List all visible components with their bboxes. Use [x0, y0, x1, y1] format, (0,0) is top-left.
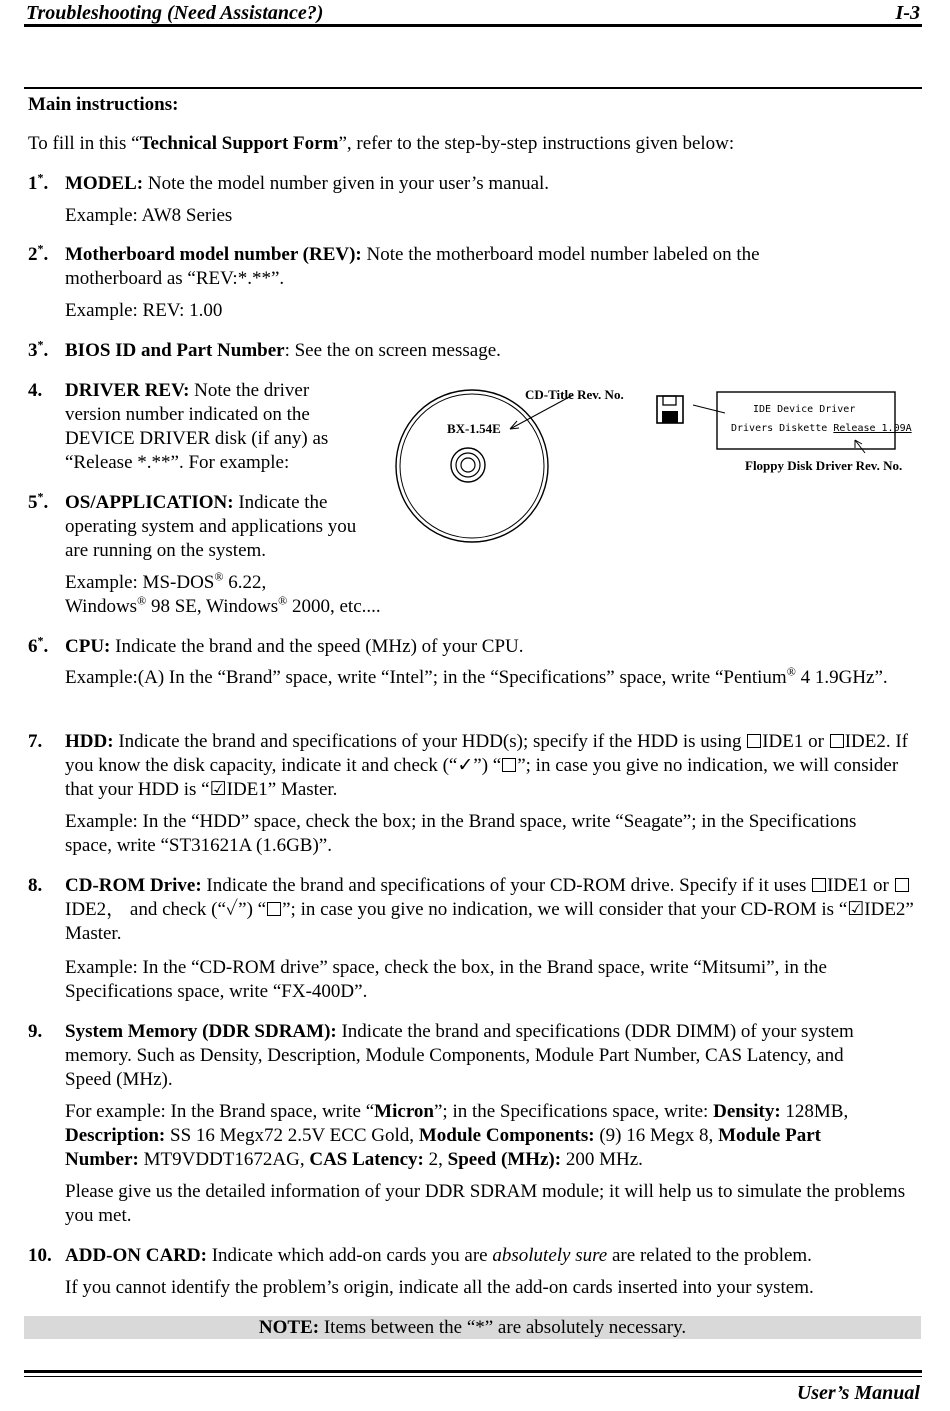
page-header: [26, 0, 920, 24]
item-model-example: Example: AW8 Series: [65, 205, 233, 226]
checkbox-icon: [267, 902, 281, 916]
checkbox-icon: [830, 734, 844, 748]
item-motherboard-example: Example: REV: 1.00: [65, 300, 223, 321]
item-os-application: OS/APPLICATION: Indicate the operating system and applications you are running on the system.: [65, 492, 357, 561]
item-number: 2*.: [28, 241, 49, 265]
footer-rule-thin: [24, 1376, 922, 1377]
main-instructions-title: Main instructions:: [28, 94, 179, 115]
item-cpu: CPU: Indicate the brand and the speed (MHz) of your CPU.: [65, 636, 524, 657]
floppy-label: Floppy Disk Driver Rev. No.: [745, 458, 903, 473]
item-cdrom-example: Example: In the “CD-ROM drive” space, check the box, in the Brand space, write “Mitsumi”, in the Specifications space, write “FX-400D”.: [65, 957, 827, 1002]
item-hdd-example: Example: In the “HDD” space, check the box; in the Brand space, write “Seagate”; in the Specifications space, write “ST31621A (1.6GB)”.: [65, 811, 857, 856]
section-rule: [24, 87, 922, 89]
floppy-line2: Drivers Diskette Release 1.09A: [731, 423, 912, 434]
header-page-number: I-3: [895, 2, 920, 24]
checkbox-icon: [502, 758, 516, 772]
item-memory-note: Please give us the detailed information of your DDR SDRAM module; it will help us to simulate the problems you met.: [65, 1181, 906, 1226]
item-number: 5*.: [28, 489, 49, 513]
item-number: 4.: [28, 380, 43, 401]
item-model: MODEL: Note the model number given in your user’s manual.: [65, 173, 550, 194]
intro-paragraph: To fill in this “Technical Support Form”, refer to the step-by-step instructions given below:: [28, 133, 735, 154]
item-number: 7.: [28, 731, 43, 752]
header-section-title: Troubleshooting (Need Assistance?): [26, 2, 324, 24]
checkbox-icon: [747, 734, 761, 748]
note-bar: NOTE: Items between the “*” are absolutely necessary.: [24, 1316, 921, 1339]
item-add-on-example: If you cannot identify the problem’s origin, indicate all the add-on cards inserted into your system.: [65, 1277, 814, 1298]
item-number: 1*.: [28, 170, 49, 194]
checkbox-icon: [895, 878, 909, 892]
item-number: 8.: [28, 875, 43, 896]
floppy-disk-icon: [657, 396, 683, 423]
item-driver-rev: DRIVER REV: Note the driver version number indicated on the DEVICE DRIVER disk (if any) as “Release *.**”. For example:: [65, 380, 329, 473]
cd-title-text: BX-1.54E: [447, 421, 501, 436]
item-number: 9.: [28, 1021, 43, 1042]
item-bios: BIOS ID and Part Number: See the on screen message.: [65, 340, 501, 361]
item-system-memory: System Memory (DDR SDRAM): Indicate the brand and specifications (DDR DIMM) of your system memory. Such as Density, Description, Module Components, Module Part Number, CAS Latency, and Speed (MHz).: [65, 1021, 854, 1090]
item-number: 10.: [28, 1245, 52, 1266]
item-os-example: Example: MS-DOS® 6.22, Windows® 98 SE, Windows® 2000, etc....: [65, 569, 381, 617]
item-cdrom: CD-ROM Drive: Indicate the brand and specifications of your CD-ROM drive. Specify if it uses IDE1 or IDE2， and check (“✓”) “ ”; in case you give no indication, we will consider that your CD-ROM is “☑IDE2” Master.: [65, 875, 914, 944]
cd-label: CD-Title Rev. No.: [525, 387, 624, 402]
item-number: 3*.: [28, 337, 49, 361]
floppy-line1: IDE Device Driver: [753, 404, 856, 415]
cd-disc-icon: [396, 390, 548, 542]
driver-rev-figure: [395, 383, 920, 558]
item-add-on-card: ADD-ON CARD: Indicate which add-on cards you are absolutely sure are related to the problem.: [65, 1245, 812, 1266]
item-motherboard: Motherboard model number (REV): Note the motherboard model number labeled on the motherboard as “REV:*.**”.: [65, 244, 760, 289]
footer-title: User’s Manual: [796, 1382, 920, 1404]
item-cpu-example: Example:(A) In the “Brand” space, write “Intel”; in the “Specifications” space, write “Pentium® 4 1.9GHz”.: [65, 664, 888, 688]
checkbox-icon: [812, 878, 826, 892]
footer-rule: [24, 1370, 922, 1373]
item-memory-example: For example: In the Brand space, write “Micron”; in the Specifications space, write: Density: 128MB, Description: SS 16 Megx72 2.5V ECC Gold, Module Components: (9) 16 Megx 8, Module Part Number: MT9VDDT1672AG, CAS Latency: 2, Speed (MHz): 200 MHz.: [65, 1101, 849, 1170]
header-rule: [24, 24, 922, 27]
item-hdd: HDD: Indicate the brand and specifications of your HDD(s); specify if the HDD is using IDE1 or IDE2. If you know the disk capacity, indicate it and check (“✓”) “ ”; in case you give no indication, we will consider that your HDD is “☑IDE1” Master.: [65, 731, 908, 800]
item-number: 6*.: [28, 633, 49, 657]
